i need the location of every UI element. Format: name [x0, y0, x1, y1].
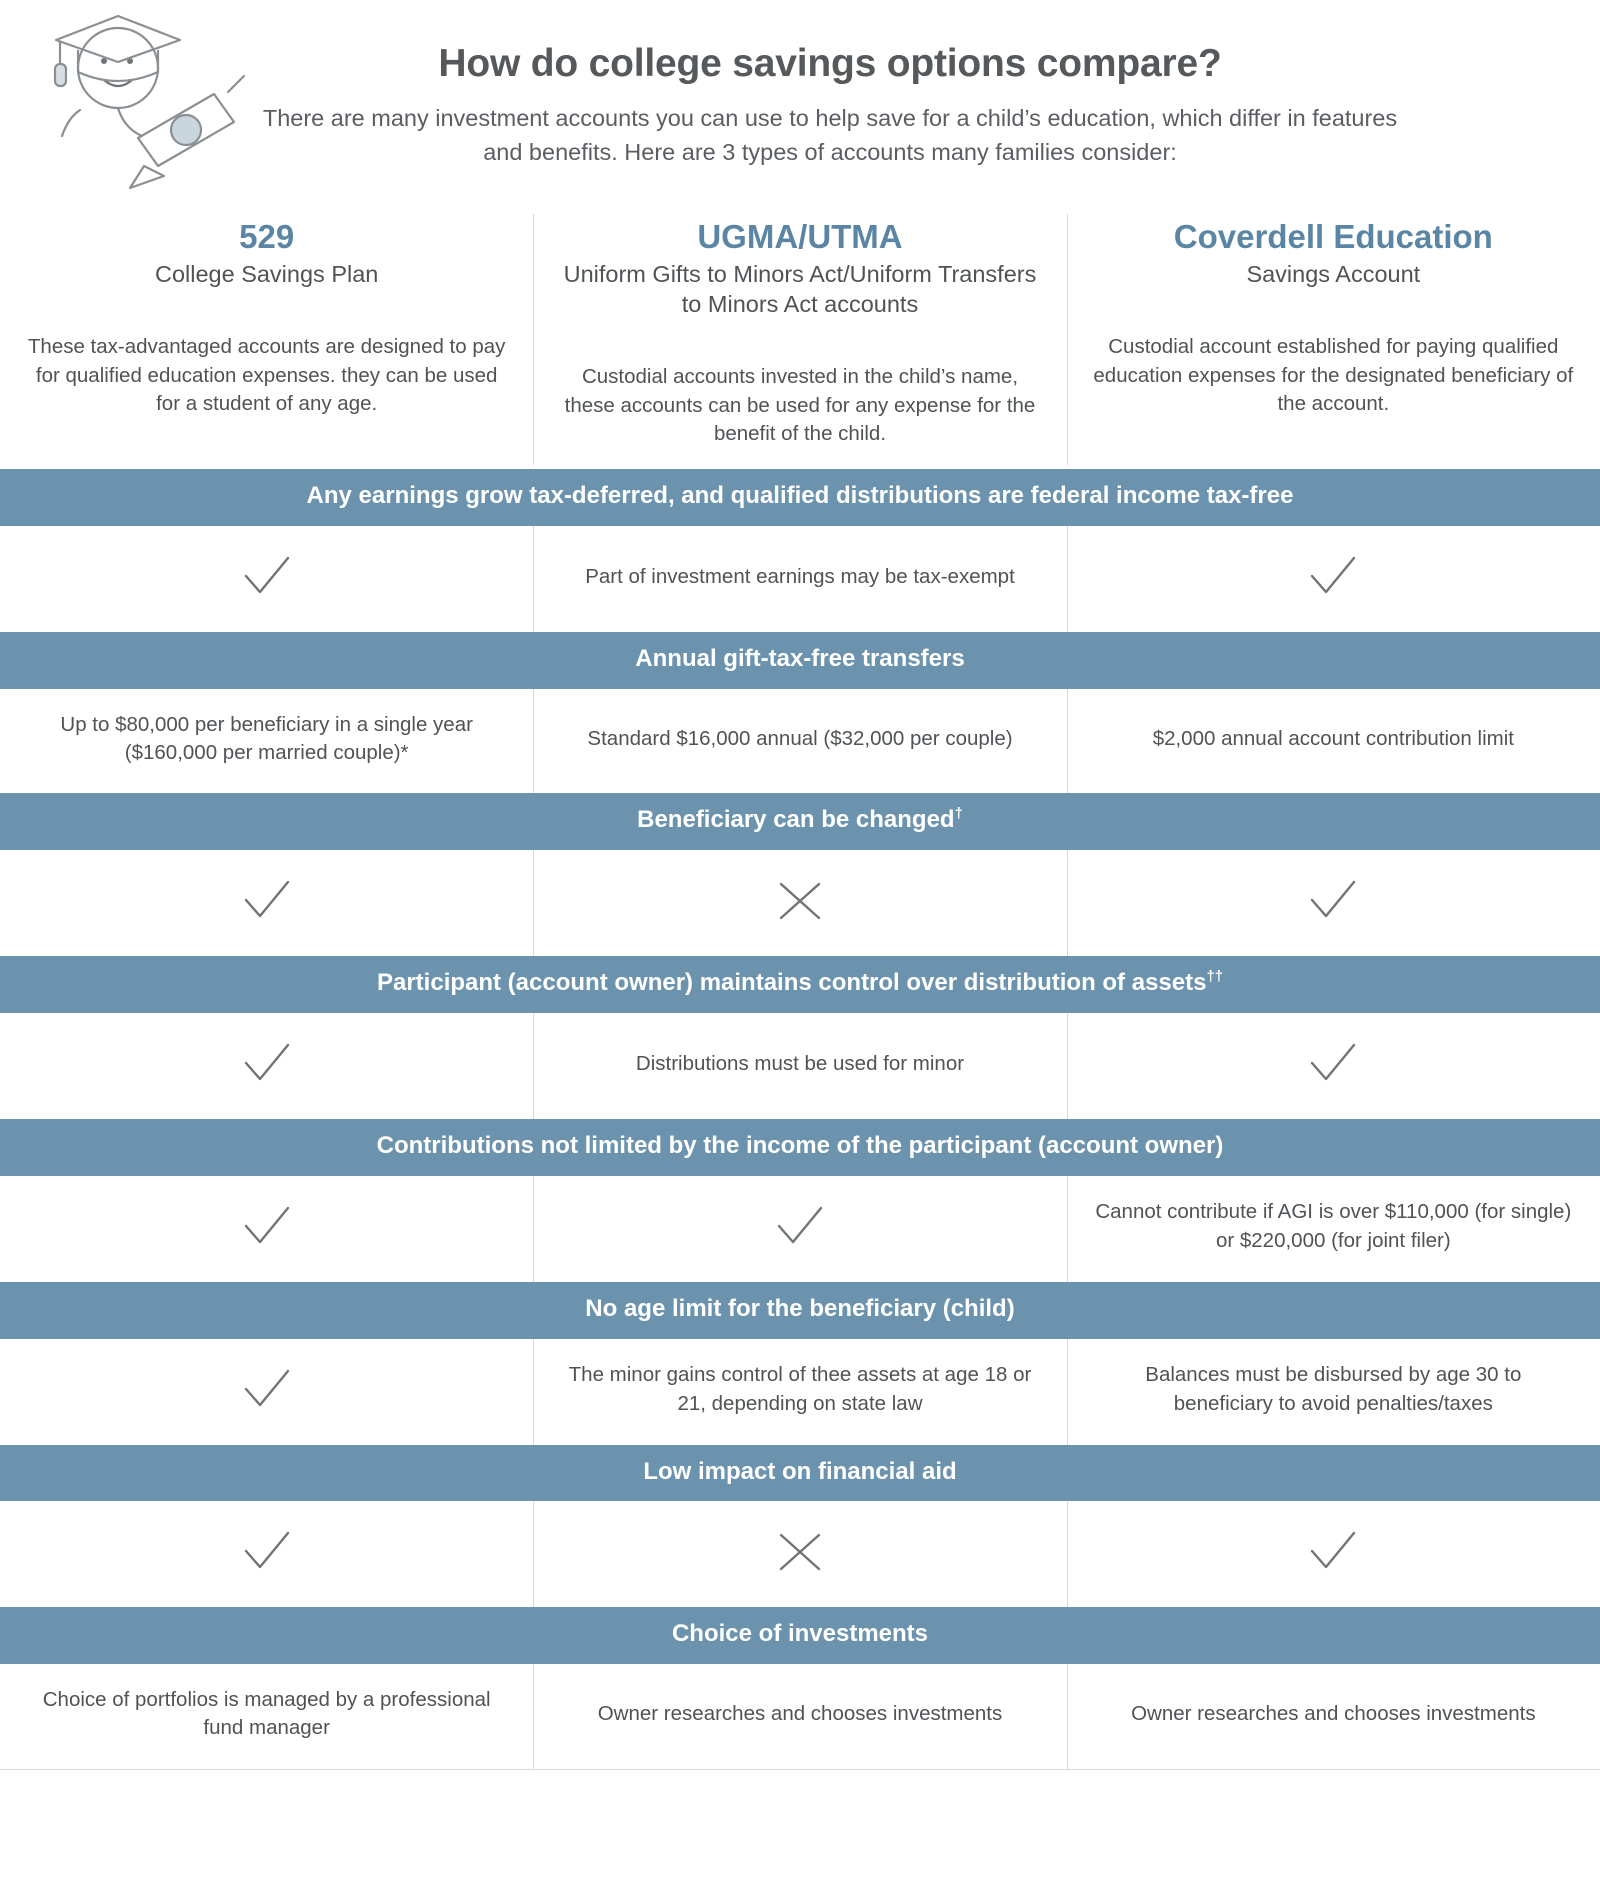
- feature-band: [0, 956, 1600, 1013]
- feature-value-row: [0, 1013, 1600, 1119]
- value-cell-529: [0, 1013, 533, 1119]
- value-cell-529: [0, 850, 533, 956]
- feature-value-row: [0, 1664, 1600, 1769]
- value-cell-coverdell: [1067, 1013, 1600, 1119]
- feature-value-row: [0, 1501, 1600, 1607]
- feature-band: [0, 1607, 1600, 1664]
- check-icon: [238, 1035, 296, 1093]
- feature-band: [0, 469, 1600, 526]
- value-cell-529: [0, 1176, 533, 1282]
- value-text: Distributions must be used for minor: [635, 1051, 965, 1075]
- check-icon: [1304, 1035, 1362, 1093]
- feature-value-row: [0, 1176, 1600, 1282]
- feature-label: Choice of investments: [671, 1620, 929, 1648]
- value-cell-ugma-utma: [533, 1664, 1066, 1769]
- value-text: Balances must be disbursed by age 30 to beneficiary to avoid penalties/taxes: [1145, 1363, 1522, 1415]
- account-column-ugma-utma: [533, 218, 1066, 449]
- value-text: Owner researches and chooses investments: [1131, 1702, 1536, 1726]
- feature-label: Any earnings grow tax-deferred, and qualified distributions are federal income tax-free: [306, 482, 1294, 510]
- check-icon: [1304, 548, 1362, 606]
- check-icon: [238, 1523, 296, 1581]
- check-icon: [771, 1198, 829, 1256]
- feature-band: [0, 632, 1600, 689]
- value-text: Cannot contribute if AGI is over $110,000 (for single) or $220,000 (for joint filer): [1095, 1200, 1572, 1252]
- feature-value-row: [0, 850, 1600, 956]
- feature-band: [0, 793, 1600, 850]
- account-columns: [0, 200, 1600, 469]
- value-cell-ugma-utma: [533, 526, 1066, 632]
- header: [0, 0, 1600, 200]
- value-cell-ugma-utma: [533, 1013, 1066, 1119]
- account-name: UGMA/UTMA: [697, 218, 903, 255]
- value-cell-ugma-utma: [533, 1339, 1066, 1445]
- value-cell-ugma-utma: [533, 1176, 1066, 1282]
- feature-label-footnote: †: [954, 806, 963, 823]
- account-subtitle: Uniform Gifts to Minors Act/Uniform Transfers to Minors Act accounts: [563, 260, 1037, 318]
- value-cell-529: [0, 1501, 533, 1607]
- check-icon: [1304, 872, 1362, 930]
- account-description: Custodial account established for paying qualified education expenses for the designated beneficiary of the account.: [1093, 335, 1574, 416]
- value-text: Part of investment earnings may be tax-exempt: [585, 564, 1015, 588]
- check-icon: [1304, 1523, 1362, 1581]
- account-column-coverdell: [1067, 218, 1600, 449]
- value-cell-529: [0, 1339, 533, 1445]
- account-name: Coverdell Education: [1173, 218, 1493, 255]
- cross-icon: [771, 872, 829, 930]
- value-cell-529: [0, 689, 533, 794]
- feature-value-row: [0, 689, 1600, 794]
- value-cell-coverdell: [1067, 1501, 1600, 1607]
- feature-rows: [0, 469, 1600, 1769]
- feature-label: Beneficiary can be changed: [637, 806, 955, 834]
- value-text: Choice of portfolios is managed by a professional fund manager: [42, 1688, 491, 1740]
- account-subtitle: Savings Account: [1246, 260, 1421, 287]
- feature-label: No age limit for the beneficiary (child): [585, 1294, 1015, 1322]
- feature-label-footnote: ††: [1206, 969, 1223, 986]
- value-cell-coverdell: [1067, 850, 1600, 956]
- value-cell-529: [0, 526, 533, 632]
- check-icon: [238, 872, 296, 930]
- value-cell-ugma-utma: [533, 1501, 1066, 1607]
- account-name: 529: [239, 218, 295, 255]
- feature-band: [0, 1282, 1600, 1339]
- account-subtitle: College Savings Plan: [154, 260, 379, 287]
- bottom-divider: [0, 1769, 1600, 1770]
- feature-label: Low impact on financial aid: [643, 1457, 957, 1485]
- check-icon: [238, 548, 296, 606]
- value-cell-coverdell: [1067, 1339, 1600, 1445]
- account-column-529: [0, 218, 533, 449]
- value-cell-ugma-utma: [533, 689, 1066, 794]
- account-description: These tax-advantaged accounts are designed to pay for qualified education expenses. they can be used for a student of any age.: [27, 335, 506, 416]
- cross-icon: [771, 1523, 829, 1581]
- feature-label: Contributions not limited by the income of the participant (account owner): [376, 1131, 1224, 1159]
- value-cell-529: [0, 1664, 533, 1769]
- value-text: $2,000 annual account contribution limit: [1152, 726, 1514, 750]
- account-description: Custodial accounts invested in the child’s name, these accounts can be used for any expense for the benefit of the child.: [564, 365, 1036, 446]
- value-text: Up to $80,000 per beneficiary in a single year ($160,000 per married couple)*: [60, 712, 473, 765]
- value-cell-ugma-utma: [533, 850, 1066, 956]
- feature-label: Participant (account owner) maintains control over distribution of assets: [376, 969, 1207, 997]
- page-subtitle: There are many investment accounts you can use to help save for a child’s education, which differ in features and benefits. Here are 3 types of accounts many families consider:: [262, 104, 1398, 165]
- feature-band: [0, 1119, 1600, 1176]
- value-text: The minor gains control of thee assets at age 18 or 21, depending on state law: [568, 1363, 1032, 1415]
- check-icon: [238, 1198, 296, 1256]
- graduate-student-icon: [18, 6, 258, 206]
- feature-value-row: [0, 526, 1600, 632]
- value-cell-coverdell: [1067, 1176, 1600, 1282]
- value-cell-coverdell: [1067, 1664, 1600, 1769]
- feature-label: Annual gift-tax-free transfers: [635, 644, 965, 672]
- value-text: Owner researches and chooses investments: [597, 1702, 1003, 1726]
- check-icon: [238, 1361, 296, 1419]
- feature-value-row: [0, 1339, 1600, 1445]
- value-text: Standard $16,000 annual ($32,000 per couple): [587, 726, 1013, 750]
- value-cell-coverdell: [1067, 689, 1600, 794]
- feature-band: [0, 1445, 1600, 1502]
- value-cell-coverdell: [1067, 526, 1600, 632]
- page-title: How do college savings options compare?: [438, 42, 1222, 85]
